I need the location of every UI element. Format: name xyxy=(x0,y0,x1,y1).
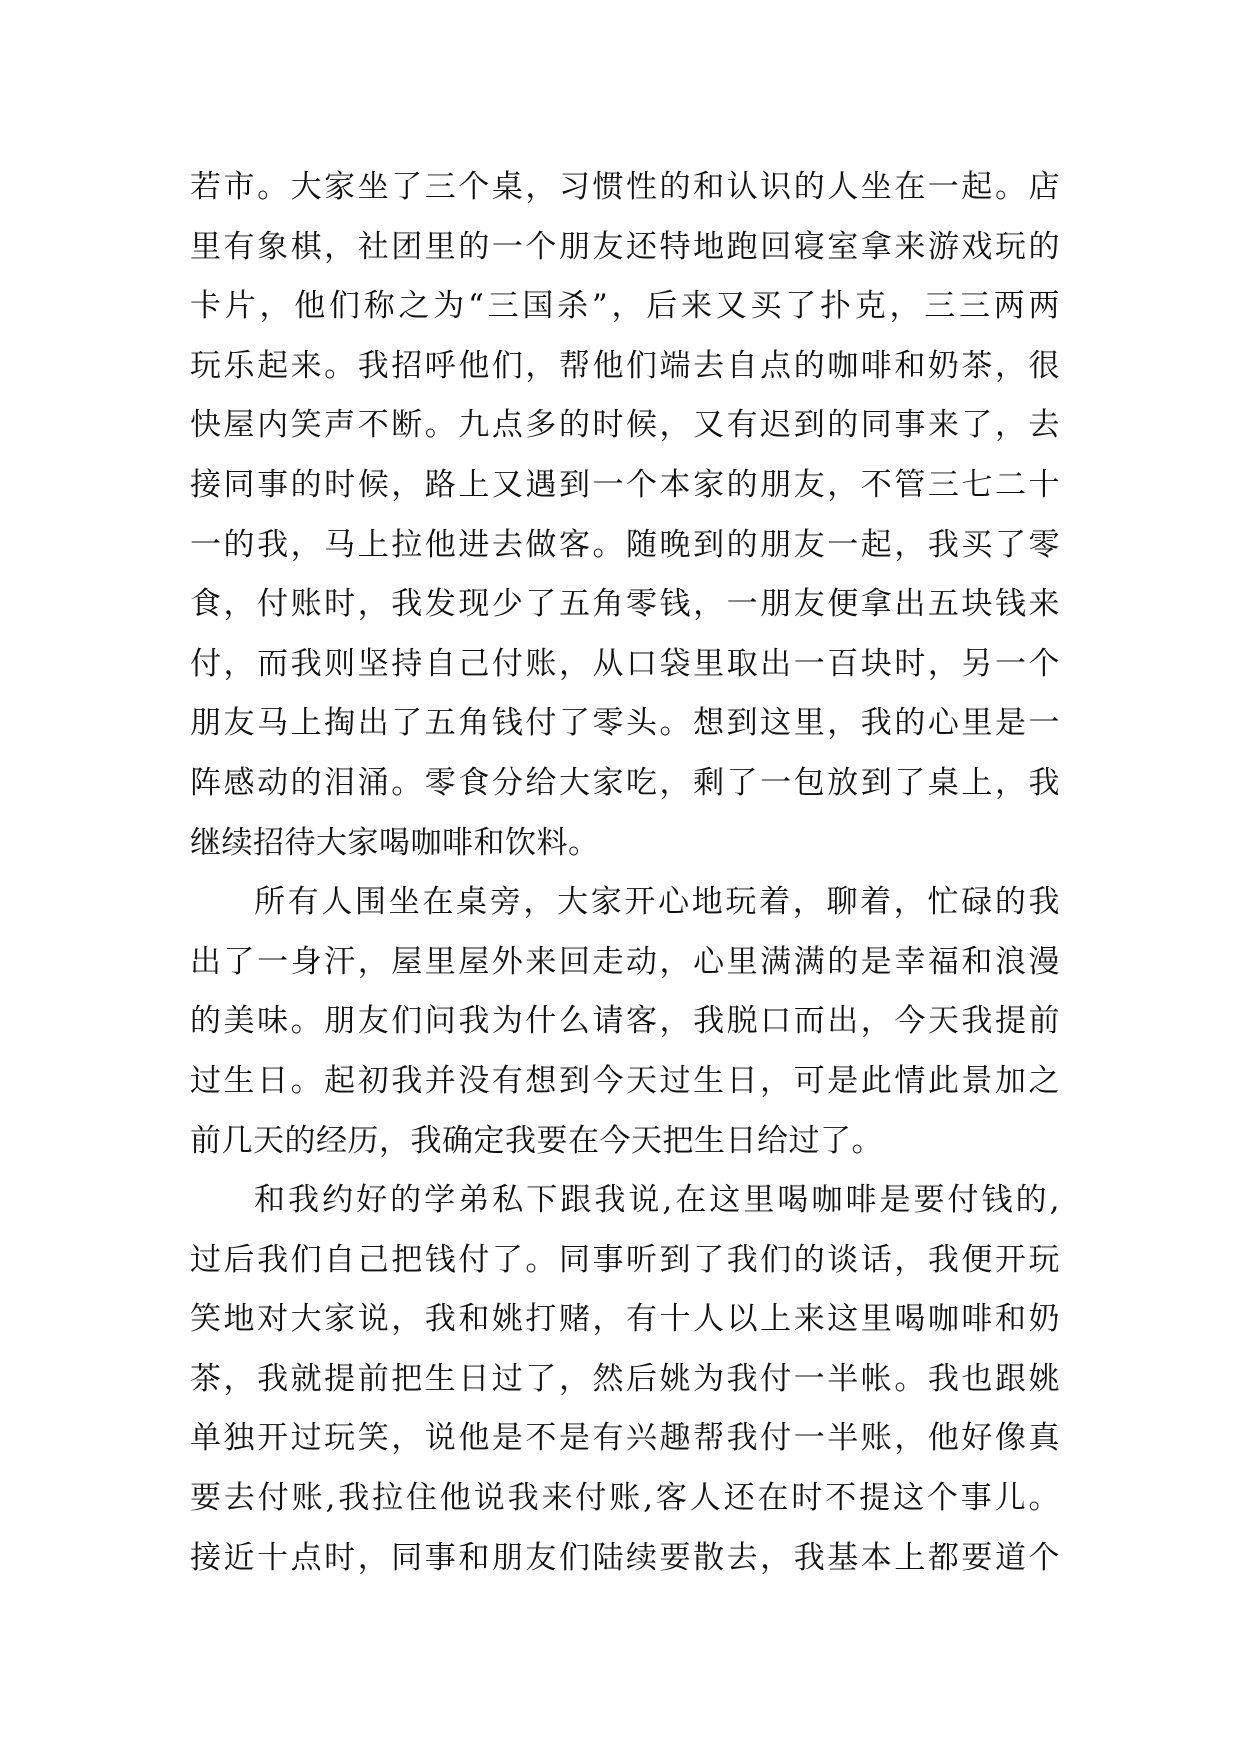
text-line: 出了一身汗，屋里屋外来回走动，心里满满的是幸福和浪漫 xyxy=(190,943,1060,980)
text-line: 阵感动的泪涌。零食分给大家吃，剩了一包放到了桌上，我 xyxy=(190,764,1060,801)
text-line: 和我约好的学弟私下跟我说,在这里喝咖啡是要付钱的, xyxy=(254,1182,1060,1219)
text-line: 前几天的经历，我确定我要在今天把生日给过了。 xyxy=(190,1122,883,1159)
text-line: 过生日。起初我并没有想到今天过生日，可是此情此景加之 xyxy=(190,1062,1060,1099)
paragraph-2 xyxy=(190,873,1060,1171)
text-line: 要去付账,我拉住他说我来付账,客人还在时不提这个事儿。 xyxy=(190,1480,1060,1517)
text-line: 单独开过玩笑，说他是不是有兴趣帮我付一半账，他好像真 xyxy=(190,1420,1060,1457)
text-line: 接近十点时，同事和朋友们陆续要散去，我基本上都要道个 xyxy=(190,1539,1060,1576)
text-line: 继续招待大家喝咖啡和饮料。 xyxy=(190,824,600,861)
document-body xyxy=(190,158,1060,1588)
text-line: 一的我，马上拉他进去做客。随晚到的朋友一起，我买了零 xyxy=(190,526,1060,563)
text-line: 茶，我就提前把生日过了，然后姚为我付一半帐。我也跟姚 xyxy=(190,1360,1060,1397)
text-line: 的美味。朋友们问我为什么请客，我脱口而出，今天我提前 xyxy=(190,1003,1060,1040)
text-line: 里有象棋，社团里的一个朋友还特地跑回寝室拿来游戏玩的 xyxy=(190,228,1060,265)
text-line: 食，付账时，我发现少了五角零钱，一朋友便拿出五块钱来 xyxy=(190,586,1060,623)
text-line: 若市。大家坐了三个桌，习惯性的和认识的人坐在一起。店 xyxy=(190,169,1060,205)
text-line: 接同事的时候，路上又遇到一个本家的朋友，不管三七二十 xyxy=(190,466,1060,503)
paragraph-1 xyxy=(190,158,1060,873)
text-line: 卡片，他们称之为“三国杀”，后来又买了扑克，三三两两 xyxy=(190,288,1060,325)
paragraph-3 xyxy=(190,1171,1060,1588)
text-line: 所有人围坐在桌旁，大家开心地玩着，聊着，忙碌的我 xyxy=(254,884,1060,921)
text-line: 朋友马上掏出了五角钱付了零头。想到这里，我的心里是一 xyxy=(190,705,1060,742)
text-line: 玩乐起来。我招呼他们，帮他们端去自点的咖啡和奶茶，很 xyxy=(190,347,1060,384)
text-line: 笑地对大家说，我和姚打赌，有十人以上来这里喝咖啡和奶 xyxy=(190,1301,1060,1338)
text-line: 快屋内笑声不断。九点多的时候，又有迟到的同事来了，去 xyxy=(190,407,1060,444)
text-line: 过后我们自己把钱付了。同事听到了我们的谈话，我便开玩 xyxy=(190,1241,1060,1278)
text-line: 付，而我则坚持自己付账，从口袋里取出一百块时，另一个 xyxy=(190,645,1060,682)
